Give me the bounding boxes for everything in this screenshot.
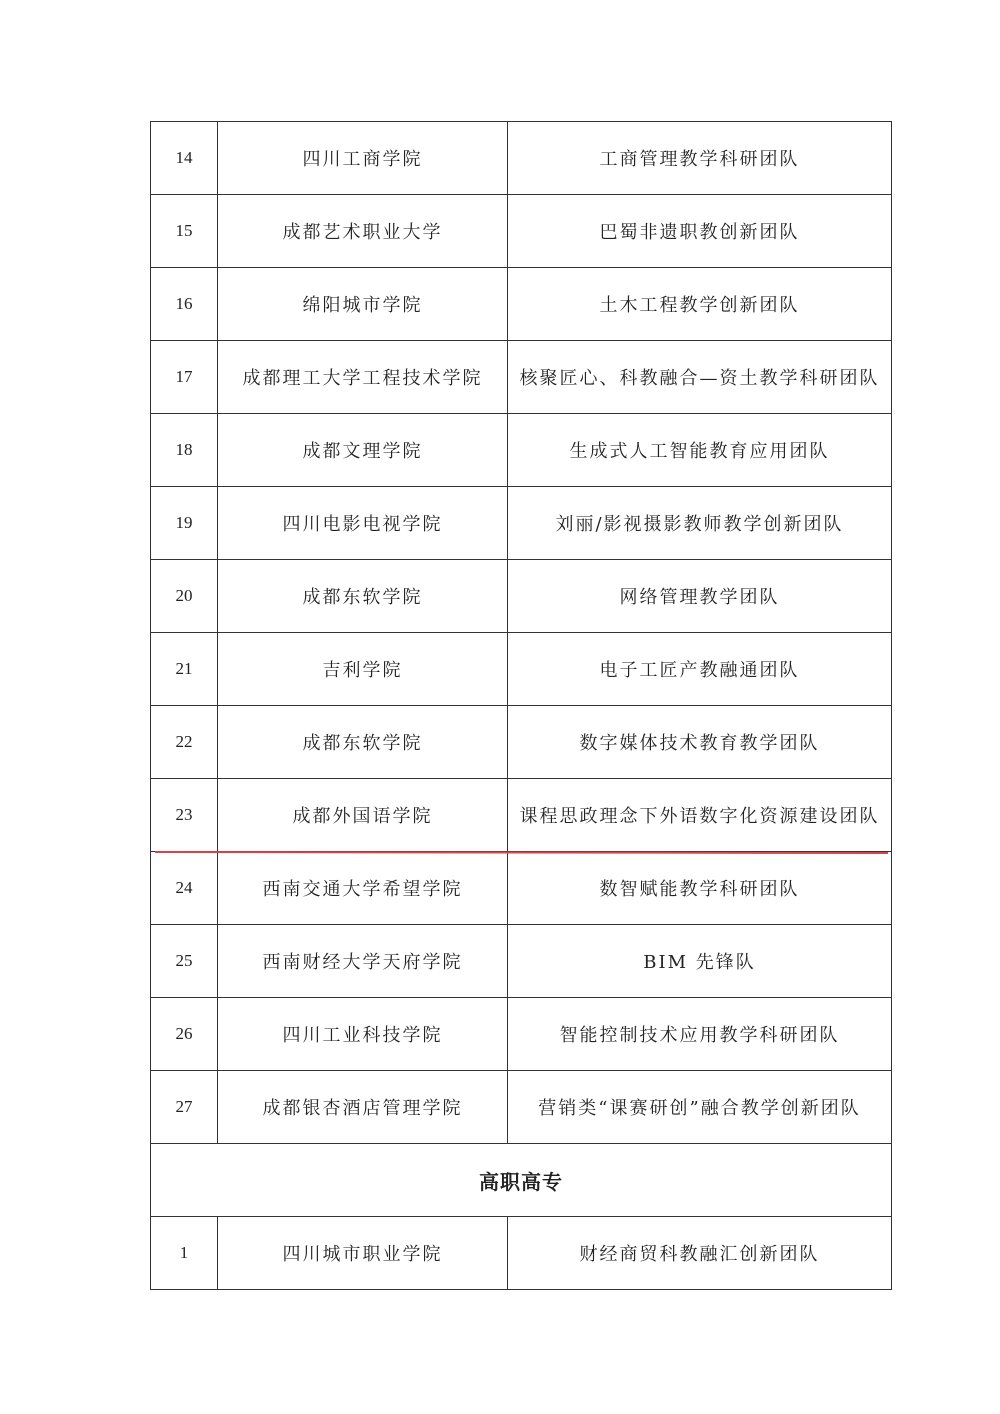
table-row [151, 779, 892, 852]
table-row [151, 633, 892, 706]
team-name: 数字媒体技术教育教学团队 [508, 706, 892, 779]
table-row [151, 414, 892, 487]
team-name: 智能控制技术应用教学科研团队 [508, 998, 892, 1071]
school-name: 成都东软学院 [218, 706, 508, 779]
team-name: 土木工程教学创新团队 [508, 268, 892, 341]
team-name: BIM 先锋队 [508, 925, 892, 998]
school-name: 绵阳城市学院 [218, 268, 508, 341]
row-number: 1 [151, 1217, 218, 1290]
row-number: 21 [151, 633, 218, 706]
school-name: 四川电影电视学院 [218, 487, 508, 560]
team-name: 营销类“课赛研创”融合教学创新团队 [508, 1071, 892, 1144]
team-name: 网络管理教学团队 [508, 560, 892, 633]
team-list-table [150, 121, 892, 1290]
row-number: 23 [151, 779, 218, 852]
table-row [151, 341, 892, 414]
school-name: 成都艺术职业大学 [218, 195, 508, 268]
school-name: 成都银杏酒店管理学院 [218, 1071, 508, 1144]
row-number: 27 [151, 1071, 218, 1144]
row-number: 22 [151, 706, 218, 779]
team-name: 课程思政理念下外语数字化资源建设团队 [508, 779, 892, 852]
section-header-row [151, 1144, 892, 1217]
row-number: 15 [151, 195, 218, 268]
school-name: 四川工商学院 [218, 122, 508, 195]
table-row [151, 268, 892, 341]
school-name: 成都理工大学工程技术学院 [218, 341, 508, 414]
row-number: 24 [151, 852, 218, 925]
team-name: 电子工匠产教融通团队 [508, 633, 892, 706]
row-number: 25 [151, 925, 218, 998]
school-name: 吉利学院 [218, 633, 508, 706]
school-name: 成都东软学院 [218, 560, 508, 633]
team-name: 核聚匠心、科教融合—资土教学科研团队 [508, 341, 892, 414]
table-row [151, 1217, 892, 1290]
team-name: 刘丽/影视摄影教师教学创新团队 [508, 487, 892, 560]
team-name: 巴蜀非遗职教创新团队 [508, 195, 892, 268]
table-row [151, 852, 892, 925]
row-number: 16 [151, 268, 218, 341]
table-row [151, 706, 892, 779]
table-row [151, 122, 892, 195]
row-number: 19 [151, 487, 218, 560]
team-name: 生成式人工智能教育应用团队 [508, 414, 892, 487]
row-number: 18 [151, 414, 218, 487]
team-name: 财经商贸科教融汇创新团队 [508, 1217, 892, 1290]
section-title: 高职高专 [151, 1144, 892, 1217]
row-number: 26 [151, 998, 218, 1071]
table-row [151, 998, 892, 1071]
row-number: 14 [151, 122, 218, 195]
school-name: 成都外国语学院 [218, 779, 508, 852]
table-row [151, 487, 892, 560]
table-body [151, 122, 892, 1290]
school-name: 西南交通大学希望学院 [218, 852, 508, 925]
school-name: 四川城市职业学院 [218, 1217, 508, 1290]
team-name: 工商管理教学科研团队 [508, 122, 892, 195]
table-row [151, 195, 892, 268]
table-row [151, 1071, 892, 1144]
school-name: 四川工业科技学院 [218, 998, 508, 1071]
table-row [151, 925, 892, 998]
school-name: 成都文理学院 [218, 414, 508, 487]
row-number: 17 [151, 341, 218, 414]
team-name: 数智赋能教学科研团队 [508, 852, 892, 925]
school-name: 西南财经大学天府学院 [218, 925, 508, 998]
row-number: 20 [151, 560, 218, 633]
table-row [151, 560, 892, 633]
